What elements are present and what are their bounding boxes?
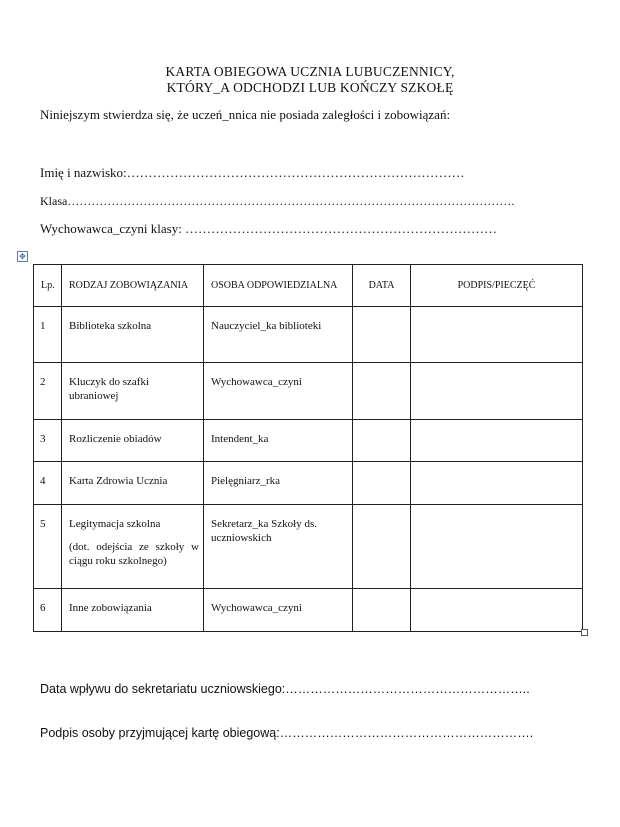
row-data-cell[interactable]	[353, 505, 411, 589]
class-field[interactable]: Klasa………………………………………………………………………………………………….	[40, 194, 515, 208]
row-data-cell[interactable]	[353, 420, 411, 462]
row-osoba: Pielęgniarz_rka	[204, 462, 353, 505]
row-data-cell[interactable]	[353, 462, 411, 505]
table-row	[34, 420, 583, 462]
obligations-table	[33, 264, 583, 632]
row-osoba: Intendent_ka	[204, 420, 353, 462]
row-osoba: Wychowawca_czyni	[204, 363, 353, 420]
table-resize-handle[interactable]	[581, 629, 588, 636]
row-lp: 4	[34, 462, 62, 505]
name-field[interactable]: Imię i nazwisko:……………………………………………………………………	[40, 165, 465, 180]
intro-text: Niniejszym stwierdza się, że uczeń_nnica nie posiada zaległości i zobowiązań:	[40, 107, 451, 122]
row-podpis-cell[interactable]	[411, 307, 583, 363]
row-podpis-cell[interactable]	[411, 462, 583, 505]
row-data-cell[interactable]	[353, 363, 411, 420]
table-row	[34, 462, 583, 505]
row-lp: 3	[34, 420, 62, 462]
row-podpis-cell[interactable]	[411, 505, 583, 589]
row-podpis-cell[interactable]	[411, 589, 583, 632]
row-rodzaj: Inne zobowiązania	[62, 589, 204, 632]
row-rodzaj: Rozliczenie obiadów	[62, 420, 204, 462]
row-podpis-cell[interactable]	[411, 420, 583, 462]
header-rodzaj: RODZAJ ZOBOWIĄZANIA	[62, 265, 204, 307]
row-osoba: Wychowawca_czyni	[204, 589, 353, 632]
teacher-field[interactable]: Wychowawca_czyni klasy: ………………………………………………………………	[40, 221, 498, 236]
row-rodzaj-label: Legitymacja szkolna	[69, 518, 161, 530]
row-lp: 2	[34, 363, 62, 420]
table-header-row	[34, 265, 583, 307]
row-osoba: Sekretarz_ka Szkoły ds. uczniowskich	[204, 505, 353, 589]
header-podpis: PODPIS/PIECZĘĆ	[411, 265, 583, 307]
row-podpis-cell[interactable]	[411, 363, 583, 420]
row-rodzaj	[62, 505, 204, 589]
row-rodzaj-note: (dot. odejścia ze szkoły w ciągu roku szkolnego)	[69, 541, 199, 567]
table-row	[34, 307, 583, 363]
row-data-cell[interactable]	[353, 589, 411, 632]
row-lp: 1	[34, 307, 62, 363]
table-row	[34, 505, 583, 589]
row-rodzaj: Kluczyk do szafki ubraniowej	[62, 363, 204, 420]
row-lp: 5	[34, 505, 62, 589]
row-data-cell[interactable]	[353, 307, 411, 363]
header-lp: Lp.	[34, 265, 62, 307]
move-handle-icon[interactable]: ✥	[17, 251, 28, 262]
header-osoba: OSOBA ODPOWIEDZIALNA	[204, 265, 353, 307]
document-title-line-1: KARTA OBIEGOWA UCZNIA LUBUCZENNICY,	[165, 64, 455, 79]
table-row	[34, 589, 583, 632]
document-title-line-2: KTÓRY_A ODCHODZI LUB KOŃCZY SZKOŁĘ	[166, 80, 454, 95]
signature-field[interactable]: Podpis osoby przyjmującej kartę obiegową:…………………………………………………….	[40, 726, 534, 740]
row-lp: 6	[34, 589, 62, 632]
table-row	[34, 363, 583, 420]
header-data: DATA	[353, 265, 411, 307]
row-rodzaj: Biblioteka szkolna	[62, 307, 204, 363]
row-osoba: Nauczyciel_ka biblioteki	[204, 307, 353, 363]
row-rodzaj: Karta Zdrowia Ucznia	[62, 462, 204, 505]
date-received-field[interactable]: Data wpływu do sekretariatu uczniowskiego:…………………………………………………..	[40, 682, 530, 696]
